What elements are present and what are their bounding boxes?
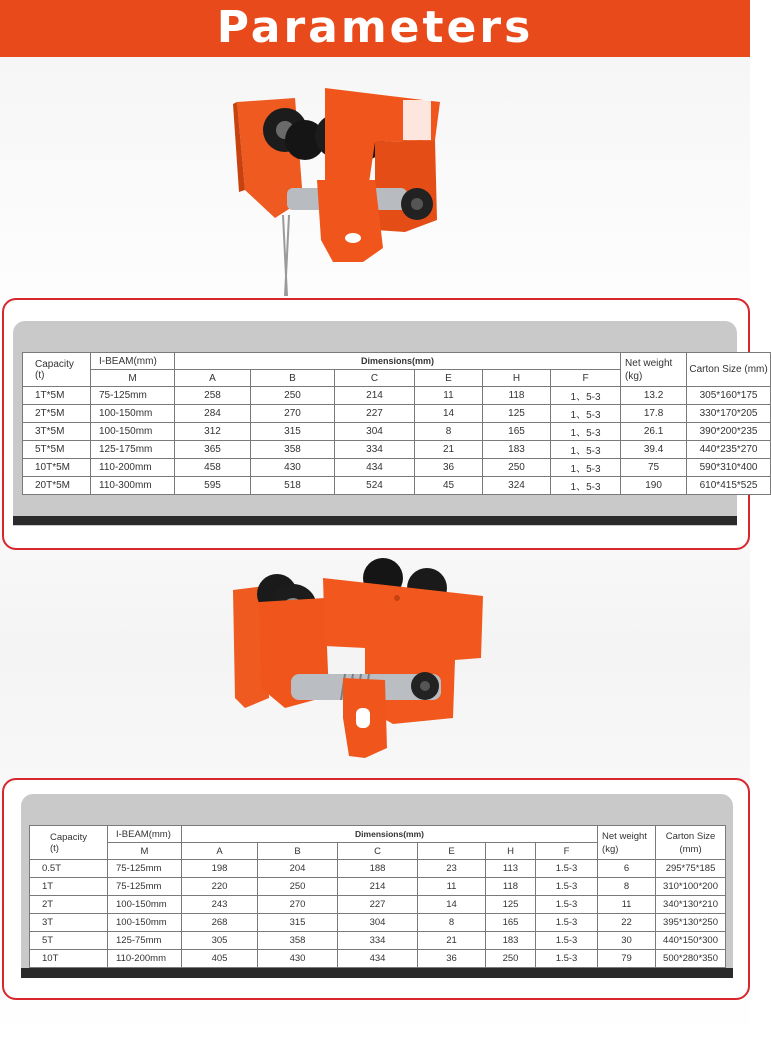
table-cell: 110-200mm — [108, 950, 182, 968]
table-1-body — [23, 387, 771, 495]
table-cell: 13.2 — [621, 387, 687, 405]
table-cell: 214 — [338, 878, 418, 896]
table-cell: 430 — [258, 950, 338, 968]
table-cell: 358 — [258, 932, 338, 950]
table-cell: 1.5-3 — [536, 878, 598, 896]
header-ibeam-m: M — [108, 843, 182, 860]
table-cell: 118 — [486, 878, 536, 896]
header-ibeam: I-BEAM(mm) — [91, 353, 175, 370]
table-cell: 500*280*350 — [656, 950, 726, 968]
table-row — [30, 914, 726, 932]
header-dim-f: F — [551, 370, 621, 387]
table-cell: 14 — [415, 405, 483, 423]
table-cell: 304 — [338, 914, 418, 932]
table-cell: 315 — [258, 914, 338, 932]
table-cell: 334 — [338, 932, 418, 950]
table-cell: 125-75mm — [108, 932, 182, 950]
header-dim-c: C — [335, 370, 415, 387]
table-cell: 198 — [182, 860, 258, 878]
table-cell: 1、5-3 — [551, 477, 621, 495]
table-cell: 220 — [182, 878, 258, 896]
table-row — [30, 950, 726, 968]
table-cell: 183 — [483, 441, 551, 459]
table-cell: 30 — [598, 932, 656, 950]
table-cell: 6 — [598, 860, 656, 878]
table-cell: 110-200mm — [91, 459, 175, 477]
table-cell: 125 — [486, 896, 536, 914]
header-ibeam: I-BEAM(mm) — [108, 826, 182, 843]
table-cell: 36 — [415, 459, 483, 477]
table-cell: 270 — [258, 896, 338, 914]
table-cell: 305 — [182, 932, 258, 950]
panel-1-footer-bar — [13, 516, 737, 525]
table-cell: 10T*5M — [23, 459, 91, 477]
table-cell: 165 — [483, 423, 551, 441]
table-cell: 310*100*200 — [656, 878, 726, 896]
table-cell: 1T — [30, 878, 108, 896]
table-cell: 100-150mm — [91, 405, 175, 423]
header-dim-a: A — [175, 370, 251, 387]
table-cell: 100-150mm — [91, 423, 175, 441]
table-cell: 75-125mm — [108, 878, 182, 896]
table-cell: 365 — [175, 441, 251, 459]
table-row — [30, 896, 726, 914]
table-1-header-row-1 — [23, 353, 771, 370]
table-cell: 22 — [598, 914, 656, 932]
table-cell: 39.4 — [621, 441, 687, 459]
spec-table-2 — [29, 825, 726, 968]
table-cell: 188 — [338, 860, 418, 878]
table-row — [23, 441, 771, 459]
table-cell: 1、5-3 — [551, 441, 621, 459]
spec-panel-2 — [2, 778, 750, 1000]
table-row — [30, 932, 726, 950]
header-dim-f: F — [536, 843, 598, 860]
header-carton-size: Carton Size (mm) — [656, 826, 726, 860]
spec-table-1 — [22, 352, 771, 495]
table-cell: 258 — [175, 387, 251, 405]
table-cell: 270 — [251, 405, 335, 423]
table-row — [23, 459, 771, 477]
table-cell: 250 — [258, 878, 338, 896]
table-row — [30, 878, 726, 896]
table-cell: 21 — [418, 932, 486, 950]
table-cell: 165 — [486, 914, 536, 932]
table-cell: 0.5T — [30, 860, 108, 878]
table-cell: 11 — [418, 878, 486, 896]
table-cell: 118 — [483, 387, 551, 405]
table-cell: 1、5-3 — [551, 387, 621, 405]
table-cell: 1、5-3 — [551, 459, 621, 477]
table-cell: 11 — [598, 896, 656, 914]
table-cell: 125 — [483, 405, 551, 423]
table-cell: 11 — [415, 387, 483, 405]
table-cell: 518 — [251, 477, 335, 495]
table-cell: 250 — [486, 950, 536, 968]
table-cell: 250 — [251, 387, 335, 405]
table-cell: 204 — [258, 860, 338, 878]
table-cell: 312 — [175, 423, 251, 441]
table-cell: 1.5-3 — [536, 860, 598, 878]
table-cell: 79 — [598, 950, 656, 968]
table-cell: 75-125mm — [108, 860, 182, 878]
table-cell: 295*75*185 — [656, 860, 726, 878]
header-dim-h: H — [483, 370, 551, 387]
header-dim-h: H — [486, 843, 536, 860]
table-cell: 405 — [182, 950, 258, 968]
table-cell: 10T — [30, 950, 108, 968]
table-cell: 434 — [338, 950, 418, 968]
table-cell: 23 — [418, 860, 486, 878]
table-cell: 358 — [251, 441, 335, 459]
table-cell: 100-150mm — [108, 896, 182, 914]
table-cell: 5T — [30, 932, 108, 950]
table-cell: 2T*5M — [23, 405, 91, 423]
plain-trolley-photo — [225, 558, 495, 768]
table-cell: 524 — [335, 477, 415, 495]
table-cell: 227 — [338, 896, 418, 914]
table-cell: 595 — [175, 477, 251, 495]
table-cell: 458 — [175, 459, 251, 477]
table-cell: 610*415*525 — [687, 477, 771, 495]
table-cell: 17.8 — [621, 405, 687, 423]
table-cell: 3T*5M — [23, 423, 91, 441]
table-cell: 395*130*250 — [656, 914, 726, 932]
table-cell: 113 — [486, 860, 536, 878]
header-dimensions: Dimensions(mm) — [175, 353, 621, 370]
table-cell: 20T*5M — [23, 477, 91, 495]
table-cell: 75-125mm — [91, 387, 175, 405]
table-cell: 45 — [415, 477, 483, 495]
panel-2-footer-bar — [21, 968, 733, 978]
header-dim-e: E — [415, 370, 483, 387]
table-2-header-row-1 — [30, 826, 726, 843]
table-cell: 3T — [30, 914, 108, 932]
table-cell: 330*170*205 — [687, 405, 771, 423]
table-row — [23, 423, 771, 441]
header-dim-e: E — [418, 843, 486, 860]
table-cell: 324 — [483, 477, 551, 495]
table-row — [30, 860, 726, 878]
header-ibeam-m: M — [91, 370, 175, 387]
table-cell: 334 — [335, 441, 415, 459]
table-cell: 305*160*175 — [687, 387, 771, 405]
trolley-with-chain-photo — [225, 80, 465, 300]
table-cell: 340*130*210 — [656, 896, 726, 914]
table-cell: 434 — [335, 459, 415, 477]
table-cell: 8 — [598, 878, 656, 896]
header-dim-b: B — [251, 370, 335, 387]
hand-chain-icon — [283, 215, 289, 296]
table-row — [23, 477, 771, 495]
table-cell: 440*235*270 — [687, 441, 771, 459]
header-capacity: Capacity (t) — [30, 826, 108, 860]
table-cell: 1.5-3 — [536, 950, 598, 968]
table-cell: 440*150*300 — [656, 932, 726, 950]
title-banner — [0, 0, 750, 57]
table-cell: 75 — [621, 459, 687, 477]
table-cell: 1.5-3 — [536, 896, 598, 914]
table-row — [23, 387, 771, 405]
table-cell: 36 — [418, 950, 486, 968]
table-cell: 5T*5M — [23, 441, 91, 459]
table-cell: 284 — [175, 405, 251, 423]
table-cell: 243 — [182, 896, 258, 914]
table-cell: 1、5-3 — [551, 423, 621, 441]
table-2-body — [30, 860, 726, 968]
table-cell: 268 — [182, 914, 258, 932]
table-row — [23, 405, 771, 423]
header-net-weight: Net weight (kg) — [598, 826, 656, 860]
table-cell: 250 — [483, 459, 551, 477]
table-cell: 8 — [415, 423, 483, 441]
header-carton-size: Carton Size (mm) — [687, 353, 771, 387]
table-cell: 8 — [418, 914, 486, 932]
table-cell: 26.1 — [621, 423, 687, 441]
table-cell: 14 — [418, 896, 486, 914]
table-cell: 125-175mm — [91, 441, 175, 459]
table-cell: 1T*5M — [23, 387, 91, 405]
spec-panel-1 — [2, 298, 768, 550]
table-cell: 227 — [335, 405, 415, 423]
table-cell: 100-150mm — [108, 914, 182, 932]
table-cell: 183 — [486, 932, 536, 950]
table-cell: 110-300mm — [91, 477, 175, 495]
header-dim-b: B — [258, 843, 338, 860]
table-cell: 390*200*235 — [687, 423, 771, 441]
table-cell: 190 — [621, 477, 687, 495]
header-net-weight: Net weight (kg) — [621, 353, 687, 387]
table-cell: 2T — [30, 896, 108, 914]
table-cell: 1.5-3 — [536, 932, 598, 950]
table-cell: 304 — [335, 423, 415, 441]
table-cell: 1.5-3 — [536, 914, 598, 932]
table-cell: 1、5-3 — [551, 405, 621, 423]
header-dim-a: A — [182, 843, 258, 860]
header-dimensions: Dimensions(mm) — [182, 826, 598, 843]
table-cell: 590*310*400 — [687, 459, 771, 477]
table-cell: 214 — [335, 387, 415, 405]
table-cell: 21 — [415, 441, 483, 459]
table-cell: 315 — [251, 423, 335, 441]
page-title: Parameters — [216, 2, 534, 53]
header-capacity: Capacity (t) — [23, 353, 91, 387]
table-cell: 430 — [251, 459, 335, 477]
header-dim-c: C — [338, 843, 418, 860]
